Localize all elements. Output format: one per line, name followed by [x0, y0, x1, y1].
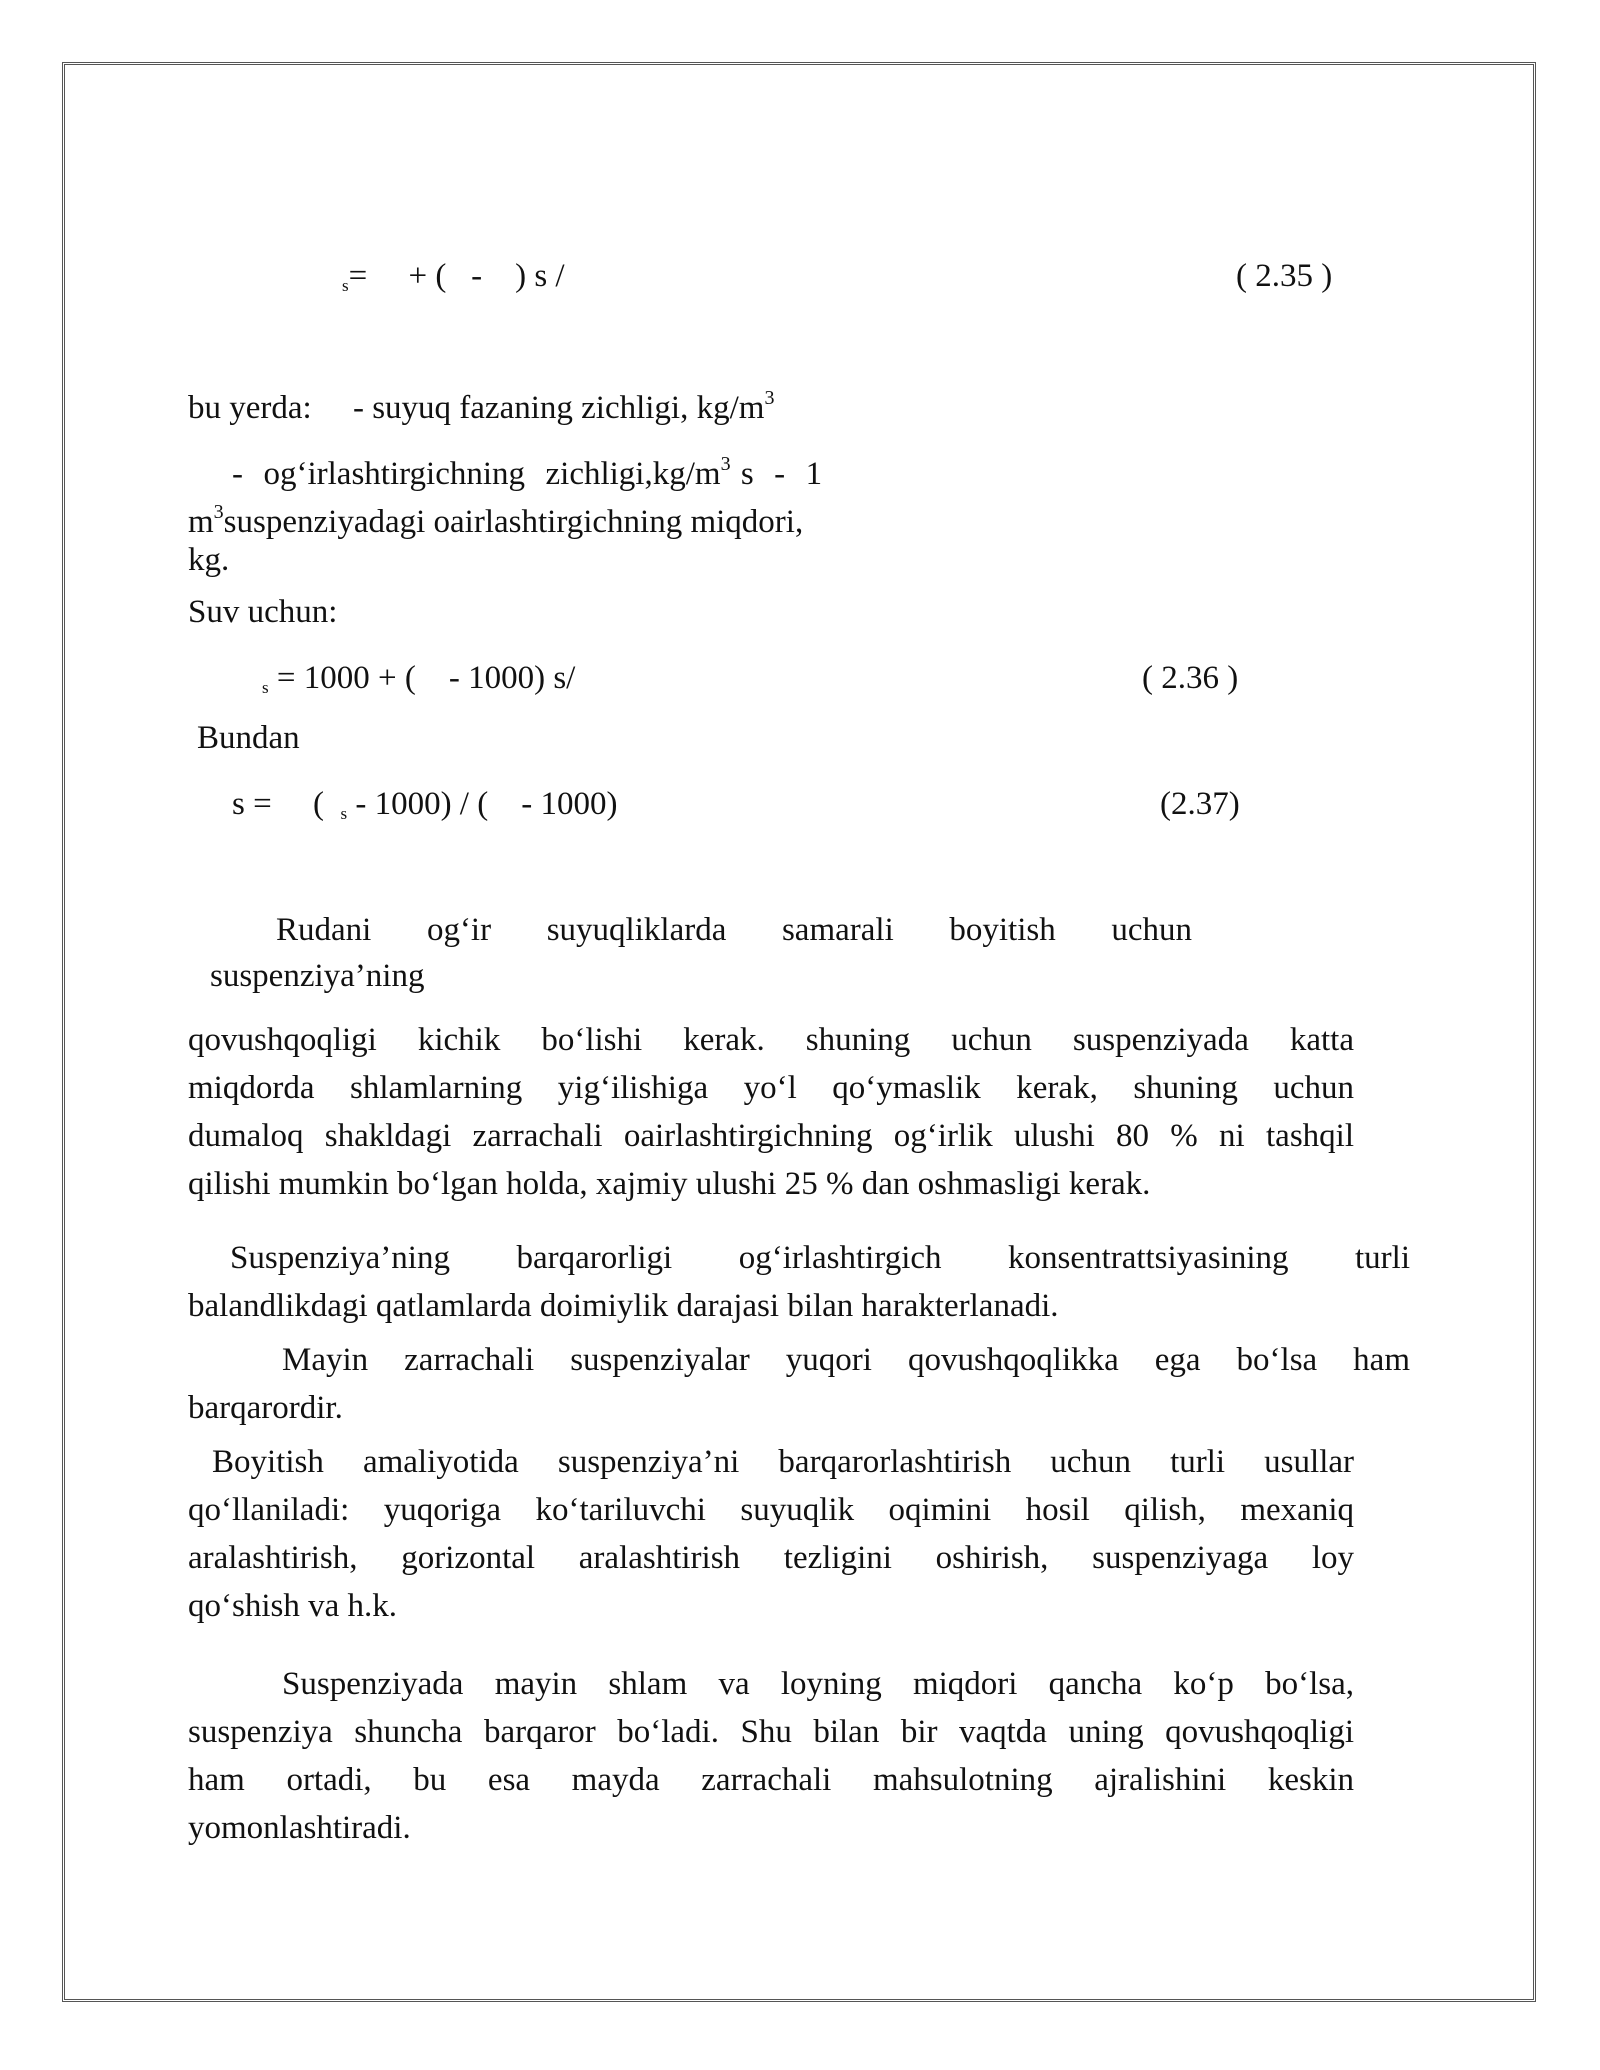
text-line: Boyitish amaliyotida suspenziya’ni barqarorlashtirish uchun turli usullar: [212, 1444, 1354, 1480]
paragraph-1-line-1: Rudani og‘ir suyuqliklarda samarali boyitish uchun: [276, 912, 1192, 948]
text-line: miqdorda shlamlarning yig‘ilishiga yo‘l qo‘ymaslik kerak, shuning uchun: [188, 1070, 1354, 1106]
equation-number-2-35: ( 2.35 ): [1236, 258, 1333, 294]
definition-line-4: kg.: [188, 542, 230, 578]
paragraph-1-line-2: suspenziya’ning: [210, 958, 425, 994]
superscript-3: 3: [213, 501, 224, 523]
definition-amount: suspenziyadagi oairlashtirgichning miqdori,: [223, 504, 804, 540]
equation-2-37: [232, 780, 617, 838]
definition-s-tail: s - 1: [730, 456, 823, 492]
equation-lhs: =: [348, 258, 368, 294]
text-line: qo‘shish va h.k.: [188, 1588, 397, 1624]
text-line: suspenziya shuncha barqaror bo‘ladi. Shu bilan bir vaqtda uning qovushqoqligi: [188, 1714, 1354, 1750]
paragraph-4: [188, 1438, 1354, 1630]
equation-body: = 1000 + ( - 1000) s/: [268, 660, 576, 696]
text-line: yomonlashtiradi.: [188, 1810, 411, 1846]
paragraph-2: [188, 1234, 1410, 1330]
subscript-s: s: [340, 804, 348, 823]
definition-liquid-density: - suyuq fazaning zichligi, kg/m: [352, 390, 765, 426]
equation-rhs: + ( - ) s /: [408, 258, 565, 294]
subscript-s: s: [262, 678, 269, 697]
text-line: aralashtirish, gorizontal aralashtirish tezligini oshirish, suspenziyaga loy: [188, 1540, 1354, 1576]
bundan-label: Bundan: [197, 720, 300, 756]
definition-intro: bu yerda:: [188, 390, 312, 426]
text-line: ham ortadi, bu esa mayda zarrachali mahsulotning ajralishini keskin: [188, 1762, 1354, 1798]
definition-line-3: [188, 488, 803, 546]
paragraph-1-body: [188, 1016, 1354, 1208]
equation-2-36: [262, 654, 575, 712]
paragraph-5: [188, 1660, 1354, 1852]
text-line: barqarordir.: [188, 1390, 343, 1426]
equation-2-35: [342, 252, 565, 310]
definition-m: m: [188, 504, 214, 540]
definition-line-1: [188, 374, 774, 432]
equation-lhs: s = (: [232, 786, 341, 822]
paragraph-3: [188, 1336, 1410, 1432]
equation-number-2-36: ( 2.36 ): [1142, 660, 1239, 696]
equation-rest: - 1000) / ( - 1000): [347, 786, 618, 822]
subscript-s: s: [342, 276, 349, 295]
text-line: balandlikdagi qatlamlarda doimiylik darajasi bilan harakterlanadi.: [188, 1288, 1059, 1324]
text-line: qilishi mumkin bo‘lgan holda, xajmiy ulushi 25 % dan oshmasligi kerak.: [188, 1166, 1151, 1202]
superscript-3: 3: [764, 387, 775, 409]
equation-number-2-37: (2.37): [1160, 786, 1240, 822]
definition-weighting-density: - og‘irlashtirgichning zichligi,kg/m: [232, 456, 721, 492]
water-heading: Suv uchun:: [188, 594, 338, 630]
superscript-3: 3: [720, 453, 731, 475]
text-line: qo‘llaniladi: yuqoriga ko‘tariluvchi suyuqlik oqimini hosil qilish, mexaniq: [188, 1492, 1354, 1528]
text-line: Mayin zarrachali suspenziyalar yuqori qovushqoqlikka ega bo‘lsa ham: [282, 1342, 1410, 1378]
text-line: Suspenziya’ning barqarorligi og‘irlashtirgich konsentrattsiyasining turli: [230, 1240, 1410, 1276]
text-line: dumaloq shakldagi zarrachali oairlashtirgichning og‘irlik ulushi 80 % ni tashqil: [188, 1118, 1354, 1154]
text-line: Suspenziyada mayin shlam va loyning miqdori qancha ko‘p bo‘lsa,: [282, 1666, 1354, 1702]
text-line: qovushqoqligi kichik bo‘lishi kerak. shuning uchun suspenziyada katta: [188, 1022, 1354, 1058]
